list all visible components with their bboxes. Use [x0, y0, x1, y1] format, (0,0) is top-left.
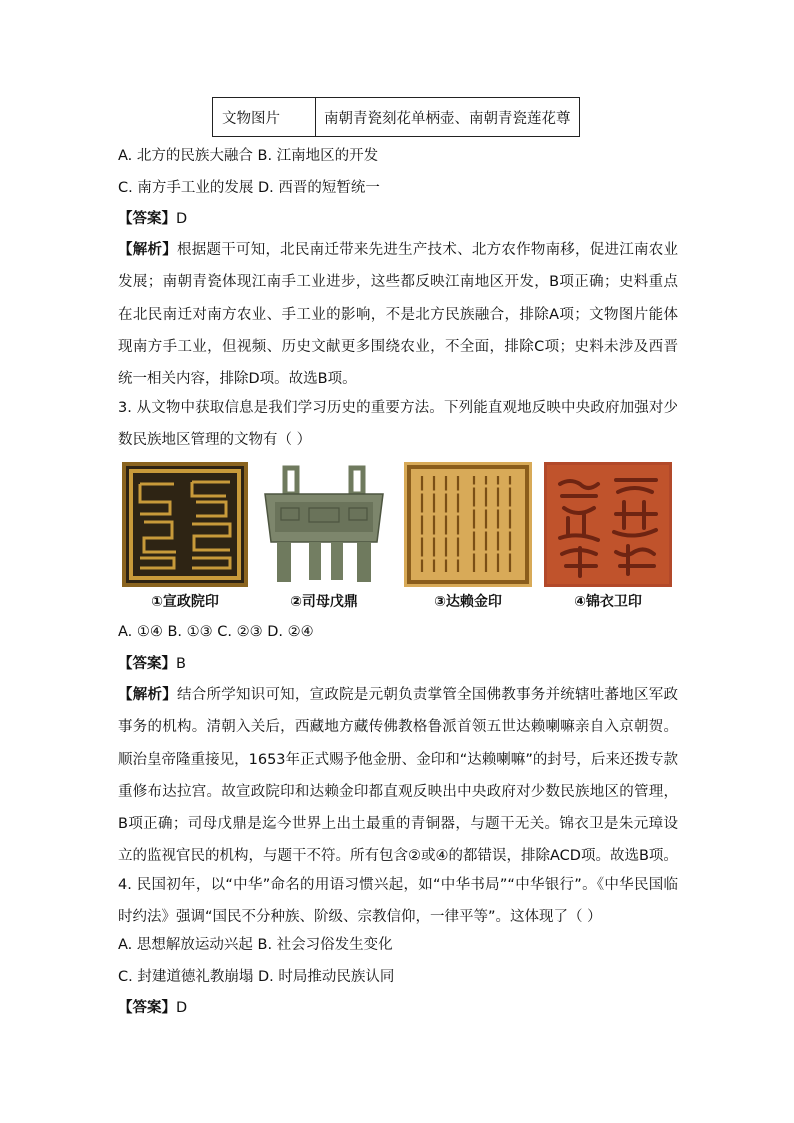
q3-stem: 3. 从文物中获取信息是我们学习历史的重要方法。下列能直观地反映中央政府加强对少数民族地区管理的文物有（ ）: [118, 400, 678, 449]
q2-analysis: [118, 234, 678, 395]
artifact-figures: [122, 462, 672, 612]
artifact-table: [212, 97, 580, 137]
caption-4: ④锦衣卫印: [574, 594, 642, 610]
answer-tag: 【答案】: [118, 211, 176, 227]
caption-3: ③达赖金印: [434, 594, 502, 610]
q3-answer: [118, 654, 186, 674]
answer-tag: 【答案】: [118, 1000, 176, 1016]
q2-option-cd: C. 南方手工业的发展 D. 西晋的短暂统一: [118, 180, 380, 196]
answer-value: D: [176, 1000, 188, 1016]
analysis-tag: 【解析】: [118, 687, 177, 703]
simuwu-ding-image: [259, 462, 389, 587]
answer-value: B: [176, 656, 186, 672]
xuanzheng-seal-image: [122, 462, 248, 587]
analysis-text: 根据题干可知，北民南迁带来先进生产技术、北方农作物南移，促进江南农业发展；南朝青瓷体现江南手工业进步，这些都反映江南地区开发，B项正确；史料重点在北民南迁对南方农业、手工业的影响，不是北方民族融合，排除A项；文物图片能体现南方手工业，但视频、历史文献更多围绕农业，不全面，排除C项；史料未涉及西晋统一相关内容，排除D项。故选B项。: [118, 242, 679, 388]
analysis-tag: 【解析】: [118, 242, 177, 258]
q2-answer: [118, 209, 187, 229]
caption-1: ①宣政院印: [151, 594, 219, 610]
q2-option-ab: A. 北方的民族大融合 B. 江南地区的开发: [118, 148, 379, 164]
jinyiwei-seal-image: [544, 462, 672, 587]
q3-options: A. ①④ B. ①③ C. ②③ D. ②④: [118, 624, 314, 640]
q4-option-ab: A. 思想解放运动兴起 B. 社会习俗发生变化: [118, 937, 393, 953]
table-label-cell: 文物图片: [213, 98, 316, 136]
answer-value: D: [176, 211, 188, 227]
dalai-gold-seal-image: [404, 462, 532, 587]
answer-tag: 【答案】: [118, 656, 176, 672]
q4-stem: 4. 民国初年，以“中华”命名的用语习惯兴起，如“中华书局”“中华银行”。《中华民国临时约法》强调“国民不分种族、阶级、宗教信仰，一律平等”。这体现了（ ）: [118, 877, 678, 926]
q4-option-cd: C. 封建道德礼教崩塌 D. 时局推动民族认同: [118, 969, 395, 985]
table-value-cell: 南朝青瓷刻花单柄壶、南朝青瓷莲花尊: [324, 110, 571, 127]
q3-analysis: [118, 679, 678, 873]
q4-answer: [118, 998, 187, 1018]
caption-2: ②司母戊鼎: [290, 594, 358, 610]
analysis-text: 结合所学知识可知，宣政院是元朝负责掌管全国佛教事务并统辖吐蕃地区军政事务的机构。清朝入关后，西藏地方藏传佛教格鲁派首领五世达赖喇嘛亲自入京朝贺。顺治皇帝隆重接见，1653年正式赐予他金册、金印和“达赖喇嘛”的封号，后来还拨专款重修布达拉宫。故宣政院印和达赖金印都直观反映出中央政府对少数民族地区的管理，B项正确；司母戊鼎是迄今世界上出土最重的青铜器，与题干无关。锦衣卫是朱元璋设立的监视官民的机构，与题干不符。所有包含②或④的都错误，排除ACD项。故选B项。: [118, 687, 679, 865]
